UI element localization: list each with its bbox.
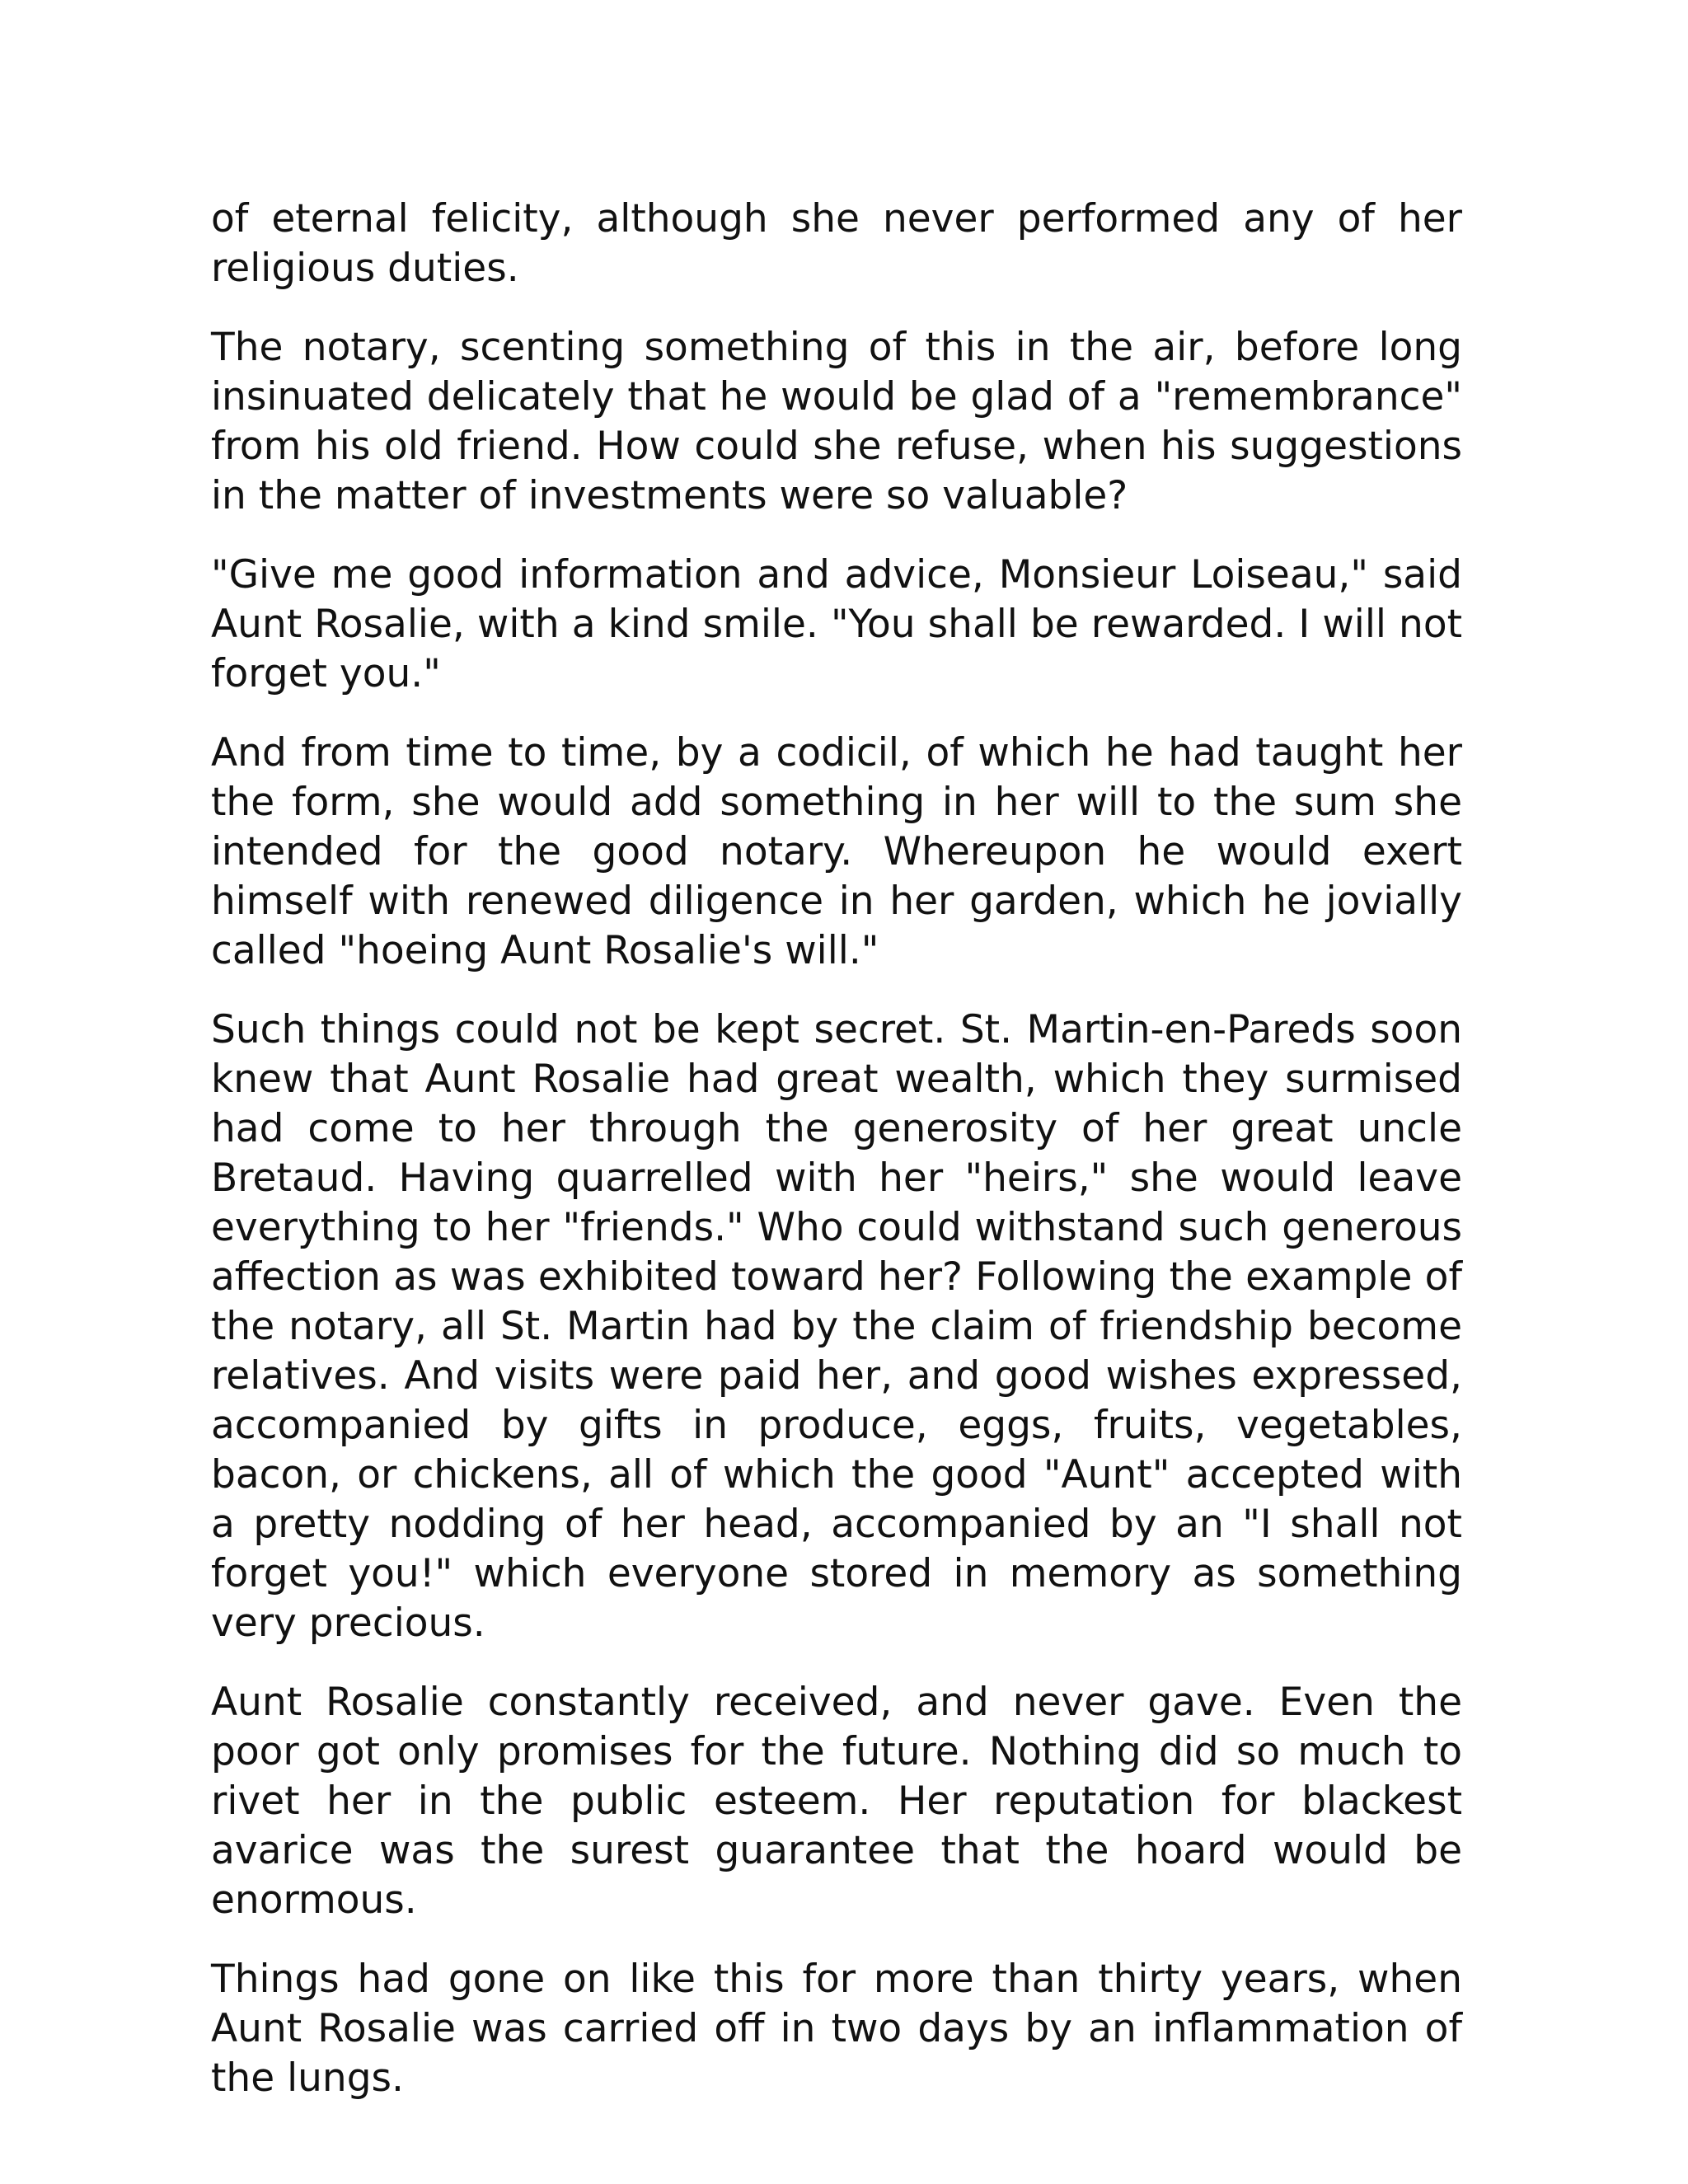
paragraph: Such things could not be kept secret. St. Martin-en-Pareds soon knew that Aunt Rosalie had great wealth, which they surmised had come to her through the generosity of her great uncle Bretaud. Having quarrelled with her "heirs," she would leave everything to her "friends." Who could withstand such generous affection as was exhibited toward her? Following the example of the notary, all St. Martin had by the claim of friendship become relatives. And visits were paid her, and good wishes expressed, accompanied by gifts in produce, eggs, fruits, vegetables, bacon, or chickens, all of which the good "Aunt" accepted with a pretty nodding of her head, accompanied by an "I shall not forget you!" which everyone stored in memory as something very precious.: [211, 1007, 1462, 1646]
paragraph: Things had gone on like this for more than thirty years, when Aunt Rosalie was carried off in two days by an inflammation of the lungs.: [211, 1957, 1462, 2101]
body-text: [211, 194, 1462, 2133]
paragraph: Aunt Rosalie constantly received, and never gave. Even the poor got only promises for the future. Nothing did so much to rivet her in the public esteem. Her reputation for blackest avarice was the surest guarantee that the hoard would be enormous.: [211, 1680, 1462, 1923]
paragraph: of eternal felicity, although she never performed any of her religious duties.: [211, 196, 1462, 291]
paragraph: And from time to time, by a codicil, of which he had taught her the form, she would add something in her will to the sum she intended for the good notary. Whereupon he would exert himself with renewed diligence in her garden, which he jovially called "hoeing Aunt Rosalie's will.": [211, 730, 1462, 973]
paragraph: "Give me good information and advice, Monsieur Loiseau," said Aunt Rosalie, with a kind smile. "You shall be rewarded. I will not forget you.": [211, 552, 1462, 696]
paragraph: The notary, scenting something of this in the air, before long insinuated delicately that he would be glad of a "remembrance" from his old friend. How could she refuse, when his suggestions in the matter of investments were so valuable?: [211, 325, 1462, 518]
